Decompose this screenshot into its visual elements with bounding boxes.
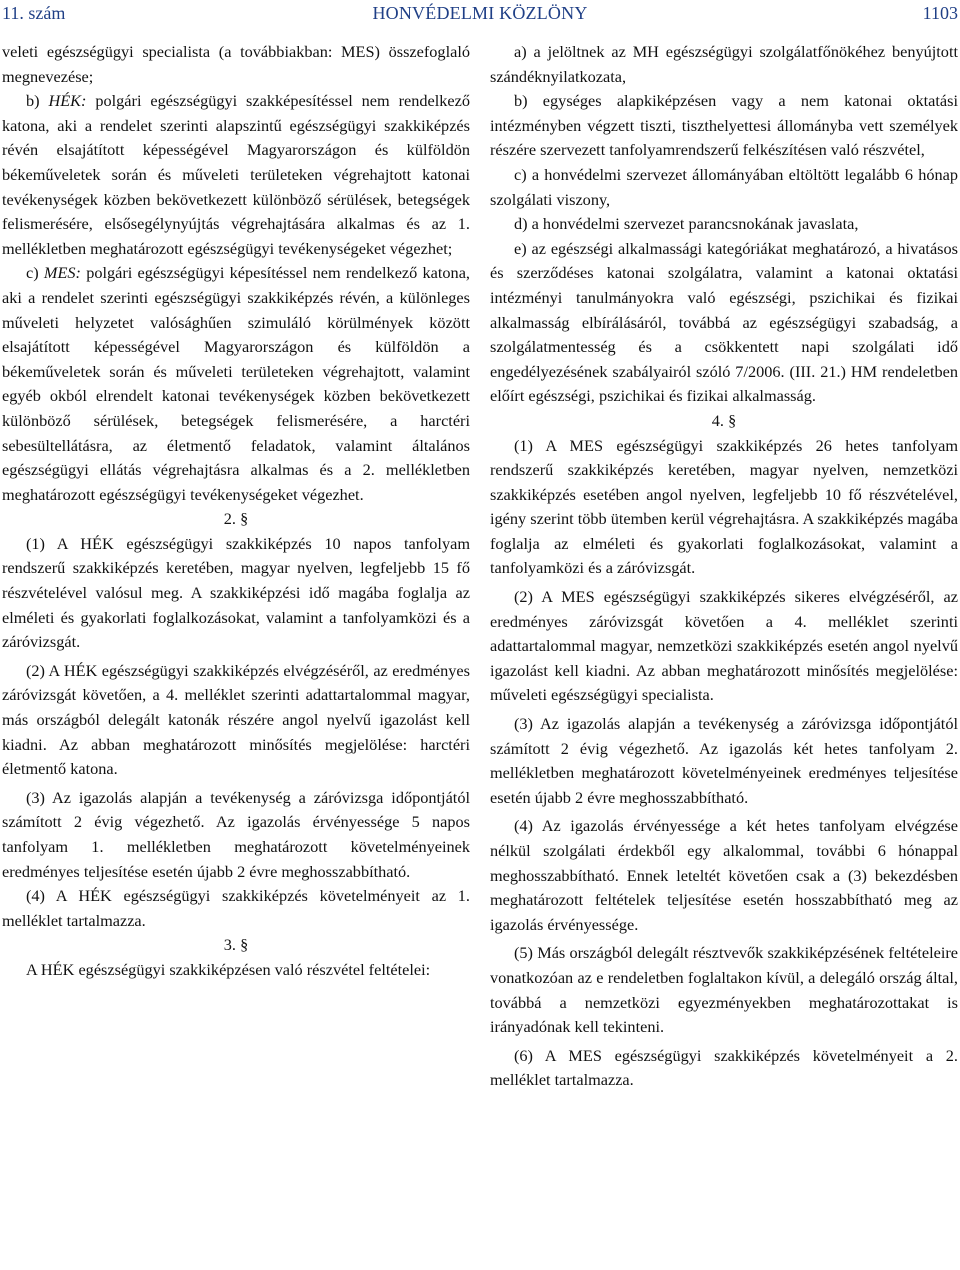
abbreviation-hek: HÉK:: [48, 91, 87, 111]
section-heading-4: 4. §: [711, 410, 737, 430]
left-column: [2, 40, 470, 1266]
section-2-paragraph-4: (4) A HÉK egészségügyi szakkiképzés követelményeit az 1. melléklet tartalmazza.: [2, 886, 470, 930]
right-column: [490, 40, 958, 1266]
section-4-paragraph-4: (4) Az igazolás érvényessége a két hetes tanfolyam elvégzése nélkül szolgálati érdekből egy alkalommal, további 6 hónappal meghosszabbítható. Ennek leteltét követően csak a (3) bekezdésben meghatározott feltételek teljesítése esetén hosszabbítható meg az igazolás érvényessége.: [490, 816, 958, 934]
section-4-paragraph-3: (3) Az igazolás alapján a tevékenység a záróvizsga időpontjától számított 2 évig végezhető. Az igazolás két hetes tanfolyam 2. mellékletben meghatározott követelményeinek eredményes teljesítése esetén újabb 2 évre meghosszabbítható.: [490, 714, 958, 807]
item-label: c): [26, 263, 44, 283]
item-text: polgári egészségügyi képesítéssel nem rendelkező katona, aki a rendelet szerinti egészségügyi szakkiképzés révén, a különleges műveleti helyzetet valósághűen szimuláló körülmények között elsajátított képességével Magyarországon és külföldön a békeműveletek során és műveleti területeken végrehajtott, valamint egyéb okból elrendelt katonai tevékenységek közben bekövetkezett különböző sérülések, betegségek felismerésére, a harctéri sebesültellátásra, az életmentő feladatok, valamint általános egészségügyi ellátás végrehajtásra alkalmas és a 2. mellékletben meghatározott egészségügyi tevékenységeket végezhet.: [2, 263, 470, 504]
section-4-paragraph-6: (6) A MES egészségügyi szakkiképzés követelményeit a 2. melléklet tartalmazza.: [490, 1045, 958, 1090]
condition-e: e) az egészségi alkalmassági kategóriákat meghatározó, a hivatásos és szerződéses katonai szolgálatra, valamint a katonai oktatási intézményi tanulmányokra való egészségi, pszichikai és fizikai alkalmasság elbírálásáról, továbbá az egészségügyi szabadság, a szolgálatmentesség és a csökkentett napi szolgálati idő engedélyezésének szabályairól szóló 7/2006. (III. 21.) HM rendeletben előírt egészségi, pszichikai és fizikai alkalmasság.: [490, 238, 958, 406]
page-number: 1103: [922, 3, 958, 23]
item-text: polgári egészségügyi szakképesítéssel nem rendelkező katona, aki a rendelet szerinti alapszintű egészségügyi szakkiképzés révén elsajátított képességével Magyarországon és külföldön békeműveletek során és műveleti területeken végrehajtott katonai tevékenységek közben bekövetkezett különböző sérülések, betegségek felismerésére, elsősegélynyújtás végrehajtására alkalmas és az 1. mellékletben meghatározott egészségügyi tevékenységeket végezhet;: [2, 91, 470, 258]
section-4-paragraph-5: (5) Más országból delegált résztvevők szakkiképzésének feltételeire vonatkozóan az e rendeletben foglaltakon kívül, a delegáló ország által, továbbá a nemzetközi egyezményekben meghatározottakat is irányadónak kell tekinteni.: [490, 943, 958, 1037]
paragraph-mes-definition-end: veleti egészségügyi specialista (a továbbiakban: MES) összefoglaló megnevezése;: [2, 42, 470, 86]
issue-number: 11. szám: [2, 3, 66, 23]
journal-title: HONVÉDELMI KÖZLÖNY: [372, 3, 588, 23]
section-heading-3: 3. §: [223, 935, 249, 955]
section-2-paragraph-3: (3) Az igazolás alapján a tevékenység a záróvizsga időpontjától számított 2 évig végezhető. Az igazolás érvényessége 5 napos tanfolyam 1. mellékletben meghatározott követelményeinek eredményes teljesítése esetén újabb 2 évre meghosszabbítható.: [2, 787, 470, 881]
section-2-paragraph-1: (1) A HÉK egészségügyi szakkiképzés 10 napos tanfolyam rendszerű szakkiképzés keretében, magyar nyelven, legfeljebb 15 fő részvételével valósul meg. A szakkiképzési idő magába foglalja az elméleti és gyakorlati foglalkozásokat, valamint a tanfolyamközi és a záróvizsgát.: [2, 533, 470, 652]
section-4-paragraph-1: (1) A MES egészségügyi szakkiképzés 26 hetes tanfolyam rendszerű szakkiképzés keretében, magyar nyelven, nemzetközi szakkiképzés esetében angol nyelven, legfeljebb 10 fő részvételével, igény szerint több ütemben kerül végrehajtásra. A szakkiképzés magába foglalja az elméleti és gyakorlati foglalkozásokat, valamint a tanfolyamközi és a záróvizsgát.: [490, 435, 958, 578]
condition-c: c) a honvédelmi szervezet állományában eltöltött legalább 6 hónap szolgálati viszony,: [490, 164, 958, 209]
paragraph-mes-definition: [2, 261, 470, 507]
section-4-paragraph-2: (2) A MES egészségügyi szakkiképzés sikeres elvégzéséről, az eredményes záróvizsgát követően a 4. melléklet szerinti adattartalommal magyar, nemzetközi szakkiképzés esetén angol nyelvű igazolást kell kiadni. Az abban meghatározott minősítés megjelölése: műveleti egészségügyi specialista.: [490, 587, 958, 705]
paragraph-hek-definition: [2, 89, 470, 261]
condition-b: b) egységes alapkiképzésen vagy a nem katonai oktatási intézményben végzett tiszti, tiszthelyettesi állományba vett személyek részére szervezett tanfolyamrendszerű felkészítésen való részvétel,: [490, 91, 958, 160]
item-label: b): [26, 91, 49, 111]
section-3-intro: A HÉK egészségügyi szakkiképzésen való részvétel feltételei:: [26, 959, 431, 979]
condition-d: d) a honvédelmi szervezet parancsnokának javaslata,: [514, 214, 859, 234]
section-2-paragraph-2: (2) A HÉK egészségügyi szakkiképzés elvégzéséről, az eredményes záróvizsgát követően, a 4. melléklet szerinti adattartalommal magyar, más országból delegált katonák részére angol nyelvű igazolást kell kiadni. Az abban meghatározott minősítés megjelölése: harctéri életmentő katona.: [2, 660, 470, 779]
condition-a: a) a jelöltnek az MH egészségügyi szolgálatfőnökéhez benyújtott szándéknyilatkozata,: [490, 42, 958, 86]
abbreviation-mes: MES:: [43, 263, 81, 283]
section-heading-2: 2. §: [223, 509, 249, 529]
page-header: [0, 0, 960, 32]
